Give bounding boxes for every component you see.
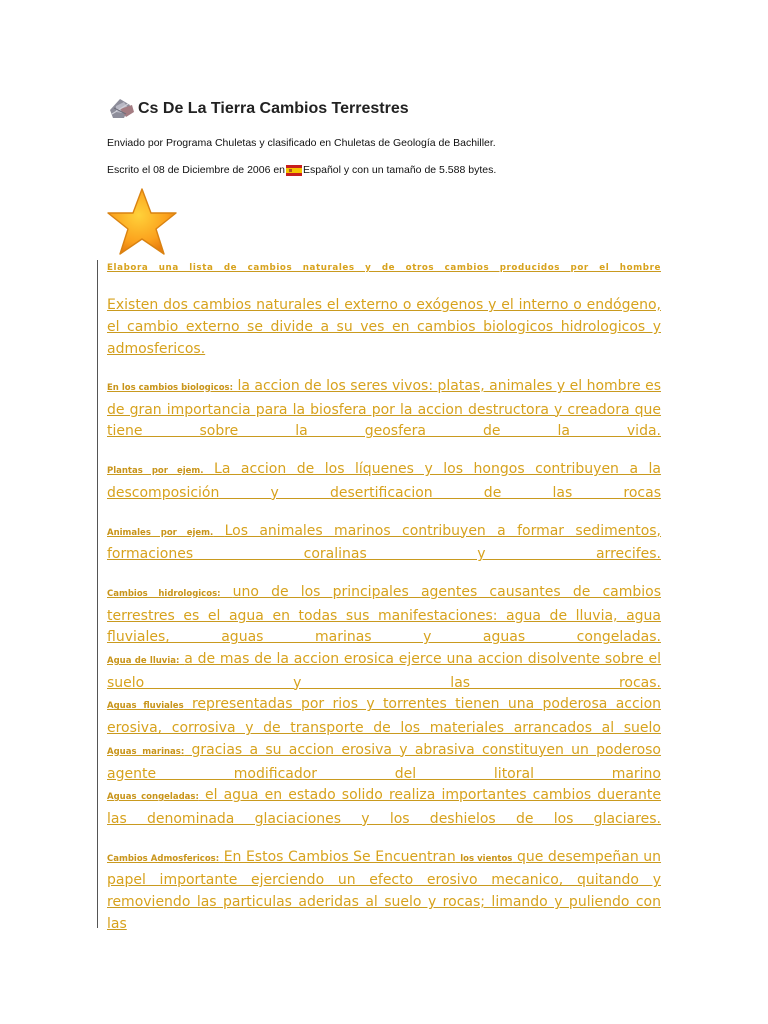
biologicos-text: la accion de los seres vivos: platas, animales y el hombre es de gran importancia para la biosfera por la accion destructora y creadora que tiene sobre la geosfera de la vida. [107,378,661,440]
plantas-label: Plantas por ejem. [107,466,204,477]
biologicos-label: En los cambios biologicos: [107,383,234,393]
marinas-text: gracias a su accion erosiva y abrasiva constituyen un poderoso agente modificador del litoral marino [107,741,661,782]
hidrologicos-label: Cambios hidrologicos: [107,588,221,599]
fluviales-label: Aguas fluviales [107,701,184,712]
animales-label: Animales por ejem. [107,527,214,538]
list-title: Elabora una lista de cambios naturales y de otros cambios producidos por el hombre [107,263,661,273]
meta-language-size: Español y con un tamaño de 5.588 bytes. [303,164,497,176]
star-icon [106,187,178,257]
hidrologicos-paragraph [107,582,661,649]
marinas-paragraph [107,740,661,785]
admosfericos-paragraph [107,847,661,936]
meta-sent-by: Enviado por Programa Chuletas y clasificado en Chuletas de Geología de Bachiller. [107,137,496,149]
biologicos-paragraph [107,376,661,443]
article-body [107,258,661,935]
plantas-text: La accion de los líquenes y los hongos contribuyen a la descomposición y desertificacion de las rocas [107,461,662,501]
lluvia-label: Agua de lluvia: [107,656,180,667]
marinas-label: Aguas marinas: [107,746,185,757]
lluvia-paragraph [107,649,661,694]
congeladas-label: Aguas congeladas: [107,792,199,803]
intro-paragraph: Existen dos cambios naturales el externo o exógenos y el interno o endógeno, el cambio externo se divide a su ves en cambios biologicos hidrologicos y admosfericos. [107,297,661,357]
plantas-paragraph [107,459,661,504]
left-rule [97,260,98,928]
congeladas-text: el agua en estado solido realiza importantes cambios duerante las denominada glaciaciones y los deshielos de los glaciares. [107,787,661,827]
vientos-label: los vientos [460,853,513,864]
congeladas-paragraph [107,785,661,830]
fluviales-paragraph [107,694,661,739]
spain-flag-icon [286,165,302,176]
lluvia-text: a de mas de la accion erosica ejerce una accion disolvente sobre el suelo y las rocas. [107,651,662,691]
animales-text: Los animales marinos contribuyen a formar sedimentos, formaciones coralinas y arrecifes. [107,522,662,563]
hidrologicos-text: uno de los principales agentes causantes de cambios terrestres es el agua en todas sus manifestaciones: agua de lluvia, agua fluviales, aguas marinas y aguas congeladas. [107,583,661,646]
page-title [106,96,409,122]
admosfericos-text-a: En Estos Cambios Se Encuentran [223,848,456,865]
geology-logo-icon [106,96,136,122]
title-text: Cs De La Tierra Cambios Terrestres [138,100,409,117]
animales-paragraph [107,521,661,566]
meta-written [107,164,496,176]
fluviales-text: representadas por rios y torrentes tienen una poderosa accion erosiva, corrosiva y de transporte de los materiales arrancados al suelo [107,696,662,737]
admosfericos-text-b: que desempeñan un papel importante ejerciendo un efecto erosivo mecanico, quitando y removiendo las particulas aderidas al suelo y rocas; limando y puliendo con las [107,848,662,932]
meta-date: Escrito el 08 de Diciembre de 2006 en [107,164,286,176]
admosfericos-label: Cambios Admosfericos: [107,853,220,864]
